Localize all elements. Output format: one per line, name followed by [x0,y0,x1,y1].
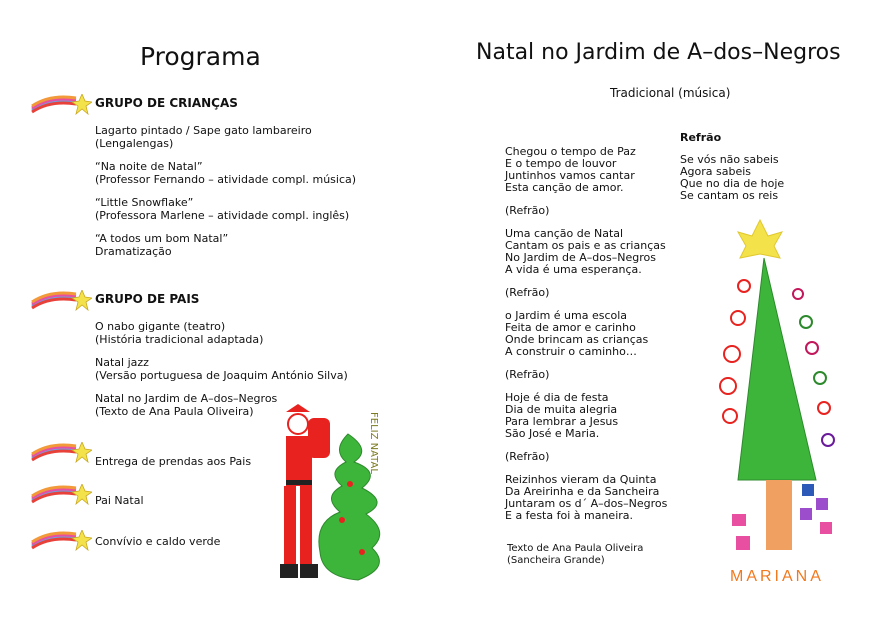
stanza: Chegou o tempo de Paz E o tempo de louvor Juntinhos vamos cantar Esta canção de amor. [505,145,636,194]
program-item: Natal jazz (Versão portuguesa de Joaquim António Silva) [95,356,348,382]
program-item: Natal no Jardim de A–dos–Negros (Texto de Ana Paula Oliveira) [95,392,278,418]
group-title: GRUPO DE PAIS [95,292,200,306]
refrao-text: Se vós não sabeis Agora sabeis Que no dia de hoje Se cantam os reis [680,153,785,202]
shooting-star-icon [30,442,92,464]
group-title: GRUPO DE CRIANÇAS [95,96,238,110]
program-item: O nabo gigante (teatro) (História tradicional adaptada) [95,320,264,346]
program-item: Lagarto pintado / Sape gato lambareiro (Lengalengas) [95,124,312,150]
stanza: o Jardim é uma escola Feita de amor e carinho Onde brincam as crianças A construir o caminho… [505,309,649,358]
refrao-marker: (Refrão) [505,204,550,217]
song-verses [505,146,667,533]
shooting-star-icon [30,530,92,552]
program-item: Pai Natal [95,494,144,507]
refrao-marker: (Refrão) [505,368,550,381]
group-items [95,124,356,268]
program-item: “A todos um bom Natal” Dramatização [95,232,229,258]
author-credit: Texto de Ana Paula Oliveira (Sancheira Grande) [507,543,644,566]
shooting-star-icon [30,290,92,312]
program-item: “Little Snowflake” (Professora Marlene – atividade compl. inglês) [95,196,350,222]
shooting-star-icon [30,484,92,506]
shooting-star-icon [30,94,92,116]
program-title: Programa [140,42,261,71]
stanza: Uma canção de Natal Cantam os pais e as crianças No Jardim de A–dos–Negros A vida é uma esperança. [505,227,666,276]
refrao-marker: (Refrão) [505,286,550,299]
program-item: Entrega de prendas aos Pais [95,455,252,468]
stanza: Hoje é dia de festa Dia de muita alegria Para lembrar a Jesus São José e Maria. [505,391,619,440]
program-item: Convívio e caldo verde [95,535,221,548]
stanza: Reizinhos vieram da Quinta Da Areirinha e da Sancheira Juntaram os d´ A–dos–Negros E a festa foi à maneira. [505,473,668,522]
song-title: Natal no Jardim de A–dos–Negros [476,40,841,65]
refrao-marker: (Refrão) [505,450,550,463]
program-item: “Na noite de Natal” (Professor Fernando – atividade compl. música) [95,160,357,186]
feliz-natal-handwriting: FELIZ NATAL [368,412,379,474]
christmas-tree-drawing-illustration [716,218,846,566]
artist-signature: MARIANA [730,568,824,585]
song-subtitle: Tradicional (música) [610,86,731,100]
refrao-title: Refrão [680,131,722,144]
